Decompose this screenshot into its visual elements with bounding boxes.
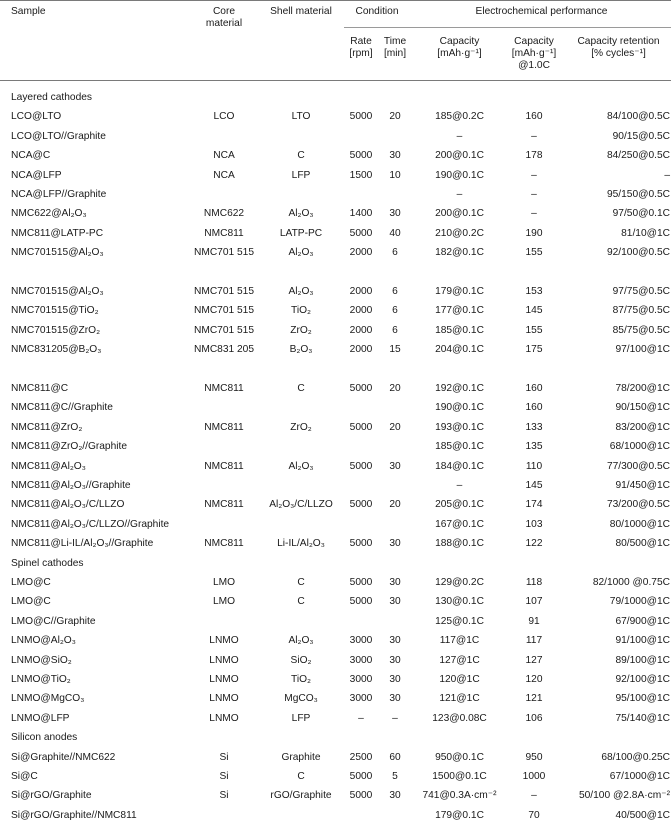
header-retention-line2: [% cycles⁻¹] (591, 48, 646, 59)
cell-time: 20 (389, 499, 401, 511)
cell-capacity-retention: 83/200@1C (615, 421, 670, 433)
cell-capacity: 204@0.1C (435, 344, 484, 356)
cell-core-material: NMC701 515 (193, 286, 255, 297)
cell-capacity: – (456, 189, 463, 200)
cell-sample: NCA@LFP (11, 169, 62, 181)
cell-rate: 2000 (349, 247, 373, 259)
header-capacity-line1: Capacity (439, 36, 480, 47)
cell-capacity: 192@0.1C (435, 383, 484, 394)
cell-capacity-retention: 92/100@1C (615, 674, 670, 685)
cell-sample: LNMO@SiO₂ (11, 654, 72, 666)
cell-capacity: 179@0.1C (435, 286, 484, 297)
cell-time: 6 (392, 247, 398, 259)
cell-sample: LNMO@MgCO₃ (11, 693, 85, 705)
cell-time: 6 (392, 305, 398, 317)
cell-core-material: NCA (213, 150, 235, 162)
cell-capacity-retention: 91/450@1C (615, 480, 670, 491)
cell-shell-material: TiO₂ (291, 305, 311, 317)
cell-sample: LNMO@Al₂O₃ (11, 635, 76, 647)
header-core-line2: material (205, 18, 243, 29)
cell-shell-material: Al₂O₃ (288, 286, 314, 297)
cell-sample: NMC701515@TiO₂ (11, 305, 99, 317)
cell-sample: NMC622@Al₂O₃ (11, 208, 87, 220)
cell-rate: 5000 (349, 790, 373, 802)
cell-capacity-retention: 97/50@0.1C (612, 208, 670, 220)
cell-capacity-retention: 67/1000@1C (609, 771, 670, 782)
cell-capacity-1c: 135 (525, 441, 543, 453)
cell-capacity: 184@0.1C (435, 460, 484, 472)
cell-shell-material: B₂O₃ (289, 344, 313, 356)
cell-sample: NMC811@ZrO₂ (11, 421, 83, 433)
cell-time: 5 (392, 771, 398, 782)
cell-capacity: 125@0.1C (435, 615, 484, 627)
cell-rate: 2000 (349, 344, 373, 356)
cell-capacity-retention: 67/900@1C (615, 615, 670, 627)
cell-capacity-1c: – (531, 189, 537, 200)
cell-capacity-retention: 95/100@1C (615, 693, 670, 705)
cell-time: 40 (389, 227, 401, 239)
cell-time: 15 (389, 344, 401, 356)
cell-capacity: 117@1C (439, 635, 480, 647)
section-heading: Silicon anodes (11, 732, 78, 744)
cell-capacity-retention: 84/100@0.5C (606, 111, 670, 123)
cell-shell-material: LATP-PC (279, 227, 323, 239)
cell-time: 10 (389, 169, 401, 181)
cell-sample: Si@C (11, 771, 38, 782)
cell-capacity-1c: 145 (525, 305, 543, 317)
cell-capacity: 200@0.1C (435, 208, 484, 220)
cell-core-material: LNMO (209, 635, 239, 647)
section-heading: Layered cathodes (11, 92, 92, 103)
cell-sample: NMC811@C//Graphite (11, 402, 113, 414)
cell-capacity-retention: 40/500@1C (615, 809, 670, 821)
cell-capacity-1c: 106 (525, 712, 543, 724)
cell-capacity: 741@0.3A·cm⁻² (422, 790, 497, 802)
cell-capacity: 950@0.1C (435, 751, 484, 763)
cell-sample: LMO@C (11, 577, 51, 588)
cell-capacity-1c: 110 (525, 460, 543, 472)
cell-shell-material: rGO/Graphite (270, 790, 332, 802)
cell-time: 60 (389, 751, 401, 763)
cell-core-material: NMC811 (204, 383, 244, 394)
cell-capacity-1c: 190 (525, 227, 543, 239)
cell-capacity: 123@0.08C (432, 712, 487, 724)
cell-rate: 5000 (349, 596, 373, 608)
cell-sample: NMC701515@ZrO₂ (11, 324, 101, 336)
cell-capacity-retention: 91/100@1C (615, 635, 670, 647)
cell-capacity-1c: 107 (525, 596, 543, 608)
cell-capacity-1c: 145 (525, 480, 543, 491)
cell-rate: 5000 (349, 227, 373, 239)
cell-sample: LNMO@TiO₂ (11, 674, 71, 685)
cell-capacity: 130@0.1C (435, 596, 484, 608)
cell-capacity-retention: 90/15@0.5C (612, 130, 670, 142)
cell-capacity: 190@0.1C (435, 402, 484, 414)
cell-capacity-1c: 160 (525, 383, 543, 394)
cell-capacity-1c: 91 (528, 615, 540, 627)
cell-capacity: 210@0.2C (435, 227, 484, 239)
cell-sample: NMC811@Li-IL/Al₂O₃//Graphite (11, 538, 154, 550)
cell-time: 20 (389, 383, 401, 394)
cell-capacity-1c: 103 (525, 518, 543, 530)
cell-rate: 5000 (349, 460, 373, 472)
cell-capacity-retention: 97/100@1C (615, 344, 670, 356)
cell-capacity-retention: 50/100 @2.8A·cm⁻² (578, 790, 670, 802)
cell-rate: 2500 (349, 751, 373, 763)
header-bottom-rule (0, 80, 671, 81)
cell-time: 30 (389, 693, 401, 705)
cell-time: 30 (389, 208, 401, 220)
cell-sample: LMO@C (11, 596, 51, 608)
cell-time: 30 (389, 635, 401, 647)
cell-shell-material: Al₂O₃/C/LLZO (269, 499, 333, 511)
cell-time: 20 (389, 111, 401, 123)
header-capacity1c-line2: [mAh·g⁻¹] (511, 48, 557, 59)
cell-capacity: 120@1C (439, 674, 480, 685)
cell-capacity-retention: 68/1000@1C (609, 441, 670, 453)
cell-capacity-1c: – (531, 169, 537, 181)
cell-rate: 1400 (349, 208, 373, 220)
cell-capacity: 167@0.1C (435, 518, 484, 530)
cell-rate: 3000 (349, 693, 373, 705)
cell-sample: NMC831205@B₂O₃ (11, 344, 102, 356)
cell-time: 6 (392, 324, 398, 336)
cell-capacity-retention: 75/140@1C (615, 712, 670, 724)
cell-capacity-1c: 155 (525, 247, 543, 259)
cell-time: 20 (389, 421, 401, 433)
cell-core-material: Si (219, 790, 229, 802)
cell-capacity-1c: 133 (525, 421, 543, 433)
cell-capacity-retention: 81/10@1C (621, 227, 670, 239)
cell-capacity-retention: 82/1000 @0.75C (592, 577, 670, 588)
cell-capacity-retention: 85/75@0.5C (612, 324, 670, 336)
cell-sample: NMC811@Al₂O₃ (11, 460, 86, 472)
cell-capacity-1c: 160 (525, 402, 543, 414)
cell-rate: 5000 (349, 577, 373, 588)
cell-core-material: NMC811 (204, 460, 244, 472)
cell-shell-material: Graphite (281, 751, 321, 763)
cell-time: 30 (389, 674, 401, 685)
cell-core-material: LNMO (209, 712, 239, 724)
condition-rule (344, 27, 671, 28)
cell-shell-material: C (297, 577, 305, 588)
cell-capacity-retention: 73/200@0.5C (606, 499, 670, 511)
cell-shell-material: Al₂O₃ (288, 247, 314, 259)
cell-time: 30 (389, 538, 401, 550)
cell-shell-material: LTO (291, 111, 311, 123)
header-time-line1: Time (383, 36, 407, 47)
header-sample: Sample (11, 6, 46, 17)
cell-core-material: NMC811 (204, 421, 244, 433)
cell-rate: 3000 (349, 635, 373, 647)
cell-capacity: 185@0.1C (435, 324, 484, 336)
cell-core-material: LCO (213, 111, 235, 123)
cell-capacity-retention: 90/150@1C (615, 402, 670, 414)
cell-capacity-retention: 80/500@1C (615, 538, 670, 550)
cell-capacity-1c: 950 (525, 751, 543, 763)
cell-capacity-1c: 121 (525, 693, 543, 705)
cell-capacity-1c: 127 (525, 654, 543, 666)
cell-capacity: – (456, 130, 463, 142)
cell-sample: NMC811@Al₂O₃/C/LLZO//Graphite (11, 518, 170, 530)
cell-rate: 5000 (349, 421, 373, 433)
cell-capacity-retention: 84/250@0.5C (606, 150, 670, 162)
cell-capacity-retention: 77/300@0.5C (606, 460, 670, 472)
cell-capacity-1c: 160 (525, 111, 543, 123)
cell-capacity-retention: 78/200@1C (615, 383, 670, 394)
header-rate-line1: Rate (350, 36, 372, 47)
cell-core-material: LMO (212, 596, 236, 608)
cell-sample: NMC811@ZrO₂//Graphite (11, 441, 128, 453)
cell-sample: NMC811@Al₂O₃//Graphite (11, 480, 131, 491)
cell-core-material: LNMO (209, 654, 239, 666)
cell-time: 30 (389, 790, 401, 802)
cell-core-material: NMC811 (204, 538, 244, 550)
header-capacity1c-line3: @1.0C (518, 60, 550, 71)
cell-capacity-1c: 1000 (522, 771, 546, 782)
cell-capacity-retention: 95/150@0.5C (606, 189, 670, 200)
cell-rate: 5000 (349, 150, 373, 162)
header-time-line2: [min] (383, 48, 407, 59)
cell-capacity: 177@0.1C (435, 305, 484, 317)
cell-capacity-1c: – (531, 790, 537, 802)
cell-capacity: 190@0.1C (435, 169, 484, 181)
cell-rate: 5000 (349, 538, 373, 550)
cell-time: 30 (389, 460, 401, 472)
cell-sample: NMC701515@Al₂O₃ (11, 247, 104, 259)
cell-core-material: Si (219, 751, 229, 763)
cell-time: 30 (389, 577, 401, 588)
cell-capacity-1c: – (531, 130, 537, 142)
cell-capacity-1c: 70 (528, 809, 540, 821)
cell-core-material: LMO (212, 577, 236, 588)
cell-rate: – (358, 712, 364, 724)
cell-rate: 5000 (349, 771, 373, 782)
cell-shell-material: C (297, 150, 305, 162)
header-capacity1c-line1: Capacity (514, 36, 554, 47)
cell-capacity-retention: 92/100@0.5C (606, 247, 670, 259)
cell-capacity-retention: 89/100@1C (615, 654, 670, 666)
cell-shell-material: C (297, 771, 305, 782)
cell-core-material: NCA (213, 169, 235, 181)
cell-capacity-1c: 120 (525, 674, 543, 685)
cell-shell-material: MgCO₃ (284, 693, 318, 705)
cell-shell-material: LFP (291, 712, 311, 724)
cell-time: 6 (392, 286, 398, 297)
cell-core-material: NMC701 515 (193, 247, 255, 259)
cell-sample: NMC811@Al₂O₃/C/LLZO (11, 499, 125, 511)
cell-core-material: NMC811 (204, 499, 244, 511)
cell-sample: NMC811@LATP-PC (11, 227, 104, 239)
header-rate-line2: [rpm] (349, 48, 373, 59)
cell-sample: Si@rGO/Graphite (11, 790, 92, 802)
cell-shell-material: C (297, 383, 305, 394)
header-retention-line1: Capacity retention (577, 36, 660, 47)
header-capacity-line2: [mAh·g⁻¹] (437, 48, 482, 59)
cell-rate: 3000 (349, 674, 373, 685)
cell-capacity: 200@0.1C (435, 150, 484, 162)
header-electrochem: Electrochemical performance (475, 6, 608, 17)
cell-rate: 5000 (349, 383, 373, 394)
cell-capacity-1c: 174 (525, 499, 543, 511)
cell-capacity-1c: 122 (525, 538, 543, 550)
cell-shell-material: ZrO₂ (290, 421, 312, 433)
cell-shell-material: Al₂O₃ (288, 208, 314, 220)
cell-rate: 3000 (349, 654, 373, 666)
cell-rate: 2000 (349, 305, 373, 317)
cell-capacity: 121@1C (439, 693, 480, 705)
cell-capacity: 182@0.1C (435, 247, 484, 259)
cell-sample: NCA@C (11, 150, 51, 162)
cell-rate: 5000 (349, 499, 373, 511)
cell-capacity-1c: 118 (525, 577, 543, 588)
section-heading: Spinel cathodes (11, 557, 84, 569)
cell-time: – (392, 712, 398, 724)
cell-core-material: Si (219, 771, 229, 782)
cell-shell-material: LFP (291, 169, 311, 181)
cell-sample: NMC701515@Al₂O₃ (11, 286, 104, 297)
top-rule (0, 0, 671, 1)
cell-capacity-retention: 80/1000@1C (609, 518, 670, 530)
cell-capacity-1c: 178 (525, 150, 543, 162)
cell-shell-material: ZrO₂ (290, 324, 312, 336)
cell-capacity-retention: 68/100@0.25C (601, 751, 670, 763)
cell-capacity-retention: 79/1000@1C (609, 596, 670, 608)
cell-core-material: NMC622 (203, 208, 245, 220)
cell-shell-material: Al₂O₃ (288, 635, 314, 647)
header-core-line1: Core (212, 6, 236, 17)
cell-capacity-retention: – (664, 169, 670, 181)
cell-capacity-retention: 97/75@0.5C (612, 286, 670, 297)
cell-capacity: 179@0.1C (435, 809, 484, 821)
cell-core-material: NMC701 515 (193, 324, 255, 336)
cell-capacity: 205@0.1C (435, 499, 484, 511)
cell-time: 30 (389, 596, 401, 608)
cell-sample: Si@Graphite//NMC622 (11, 751, 116, 763)
cell-rate: 1500 (349, 169, 373, 181)
cell-shell-material: SiO₂ (290, 654, 312, 666)
cell-sample: NMC811@C (11, 383, 69, 394)
cell-capacity: 1500@0.1C (432, 771, 487, 782)
cell-capacity-1c: 153 (525, 286, 543, 297)
header-shell: Shell material (270, 6, 332, 17)
cell-shell-material: Al₂O₃ (288, 460, 314, 472)
cell-core-material: LNMO (209, 693, 239, 705)
cell-capacity: 185@0.2C (435, 111, 484, 123)
cell-capacity: 129@0.2C (435, 577, 484, 588)
cell-core-material: NMC831 205 (193, 344, 255, 356)
cell-rate: 2000 (349, 286, 373, 297)
cell-capacity: – (456, 480, 463, 491)
cell-core-material: LNMO (209, 674, 239, 685)
cell-sample: LCO@LTO//Graphite (11, 130, 106, 142)
cell-core-material: NMC811 (204, 227, 244, 239)
cell-time: 30 (389, 150, 401, 162)
cell-shell-material: C (297, 596, 305, 608)
cell-capacity-1c: 155 (525, 324, 543, 336)
cell-rate: 2000 (349, 324, 373, 336)
cell-sample: Si@rGO/Graphite//NMC811 (11, 809, 137, 821)
cell-capacity: 127@1C (439, 654, 480, 666)
cell-sample: LCO@LTO (11, 111, 62, 123)
cell-capacity-retention: 87/75@0.5C (612, 305, 670, 317)
cell-capacity-1c: – (531, 208, 537, 220)
cell-rate: 5000 (349, 111, 373, 123)
cell-sample: LNMO@LFP (11, 712, 70, 724)
cell-capacity: 193@0.1C (435, 421, 484, 433)
cell-capacity: 188@0.1C (435, 538, 484, 550)
cell-time: 30 (389, 654, 401, 666)
cell-core-material: NMC701 515 (193, 305, 255, 317)
cell-capacity: 185@0.1C (435, 441, 484, 453)
cell-capacity-1c: 117 (525, 635, 543, 647)
cell-sample: NCA@LFP//Graphite (11, 189, 107, 200)
cell-sample: LMO@C//Graphite (11, 615, 96, 627)
cell-capacity-1c: 175 (525, 344, 543, 356)
cell-shell-material: Li-IL/Al₂O₃ (277, 538, 325, 550)
header-condition: Condition (355, 6, 399, 17)
cell-shell-material: TiO₂ (291, 674, 311, 685)
